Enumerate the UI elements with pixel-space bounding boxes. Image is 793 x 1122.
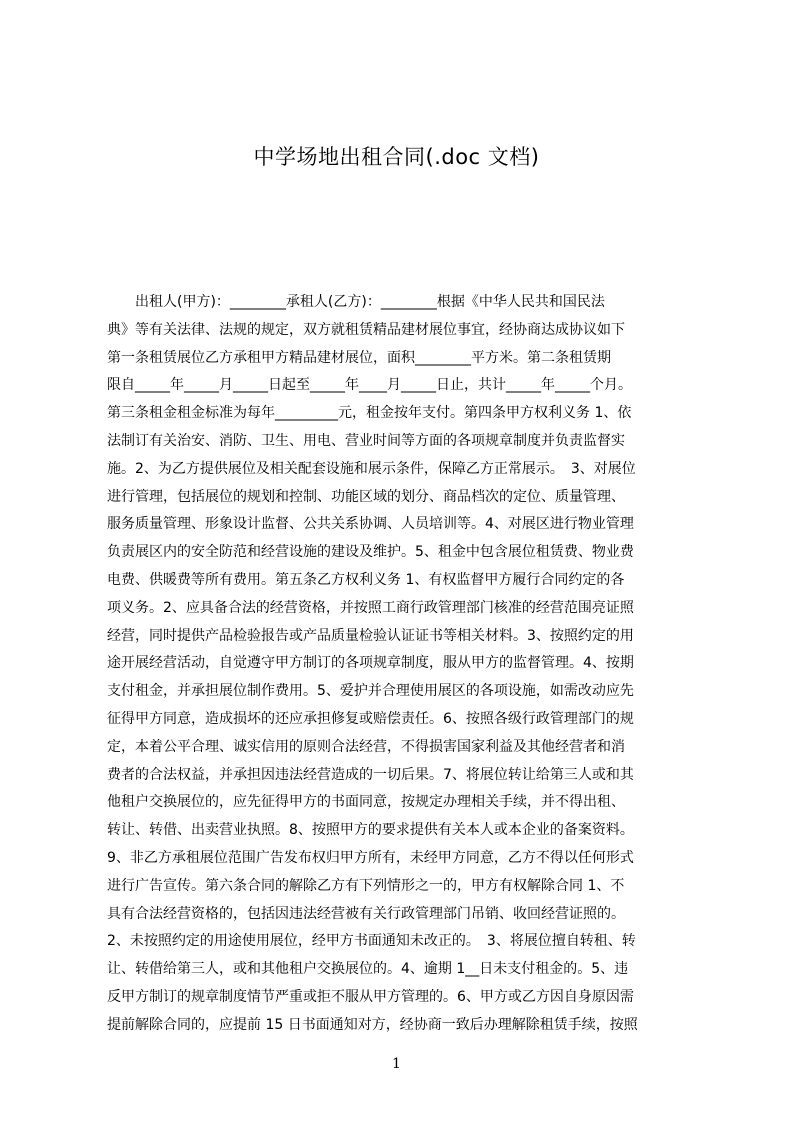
document-title: 中学场地出租合同(.doc 文档) <box>253 145 540 169</box>
text-line: 第一条租赁展位乙方承租甲方精品建材展位，面积________平方米。第二条租赁期 <box>107 349 611 366</box>
text-line: 项义务。2、应具备合法的经营资格，并按照工商行政管理部门核准的经营范围亮证照 <box>107 599 634 616</box>
text-line: 典》等有关法律、法规的规定，双方就租赁精品建材展位事宜，经协商达成协议如下 <box>107 321 625 338</box>
text-line: 费者的合法权益，并承担因违法经营造成的一切后果。7、将展位转让给第三人或和其 <box>107 766 634 783</box>
text-line: 进行广告宣传。第六条合同的解除乙方有下列情形之一的，甲方有权解除合同 1、不 <box>107 877 625 894</box>
page-number: 1 <box>392 1056 401 1072</box>
text-line: 他租户交换展位的，应先征得甲方的书面同意，按规定办理相关手续，并不得出租、 <box>107 794 625 811</box>
text-line: 法制订有关治安、消防、卫生、用电、营业时间等方面的各项规章制度并负责监督实 <box>107 432 625 449</box>
text-line: 出租人(甲方)：________承租人(乙方)：________根据《中华人民共和国民法 <box>107 294 605 310</box>
text-line: 9、非乙方承租展位范围广告发布权归甲方所有，未经甲方同意，乙方不得以任何形式 <box>107 849 634 866</box>
text-line: 经营，同时提供产品检验报告或产品质量检验认证证书等相关材料。3、按照约定的用 <box>107 627 634 644</box>
text-line: 限自_____年_____月_____日起至_____年____月_____日止，共计_____年_____个月。 <box>107 377 632 394</box>
text-line: 转让、转借、出卖营业执照。8、按照甲方的要求提供有关本人或本企业的备案资料。 <box>107 822 634 839</box>
text-line: 定，本着公平合理、诚实信用的原则合法经营，不得损害国家利益及其他经营者和消 <box>107 738 625 755</box>
text-line: 进行管理，包括展位的规划和控制、功能区域的划分、商品档次的定位、质量管理、 <box>107 488 625 505</box>
text-line: 2、未按照约定的用途使用展位，经甲方书面通知未改正的。 3、将展位擅自转租、转 <box>107 933 636 950</box>
text-line: 具有合法经营资格的，包括因违法经营被有关行政管理部门吊销、收回经营证照的。 <box>107 905 625 922</box>
text-line: 征得甲方同意，造成损坏的还应承担修复或赔偿责任。6、按照各级行政管理部门的规 <box>107 710 634 727</box>
text-line: 支付租金，并承担展位制作费用。5、爱护并合理使用展区的各项设施，如需改动应先 <box>107 683 634 700</box>
text-line: 途开展经营活动，自觉遵守甲方制订的各项规章制度，服从甲方的监督管理。4、按期 <box>107 655 634 672</box>
text-line: 提前解除合同的，应提前 15 日书面通知对方，经协商一致后办理解除租赁手续，按照 <box>107 1016 638 1033</box>
text-line: 反甲方制订的规章制度情节严重或拒不服从甲方管理的。6、甲方或乙方因自身原因需 <box>107 988 634 1005</box>
text-line: 施。2、为乙方提供展位及相关配套设施和展示条件，保障乙方正常展示。 3、对展位 <box>107 460 636 477</box>
contract-body <box>107 289 697 1059</box>
text-line: 服务质量管理、形象设计监督、公共关系协调、人员培训等。4、对展区进行物业管理 <box>107 516 634 533</box>
text-line: 第三条租金租金标准为每年_________元，租金按年支付。第四条甲方权利义务 1、依 <box>107 405 632 422</box>
text-line: 让、转借给第三人，或和其他租户交换展位的。4、逾期 1__日未支付租金的。5、违 <box>107 961 629 978</box>
text-line: 负责展区内的安全防范和经营设施的建设及维护。5、租金中包含展位租赁费、物业费 <box>107 544 634 561</box>
text-line: 电费、供暖费等所有费用。第五条乙方权利义务 1、有权监督甲方履行合同约定的各 <box>107 571 625 588</box>
